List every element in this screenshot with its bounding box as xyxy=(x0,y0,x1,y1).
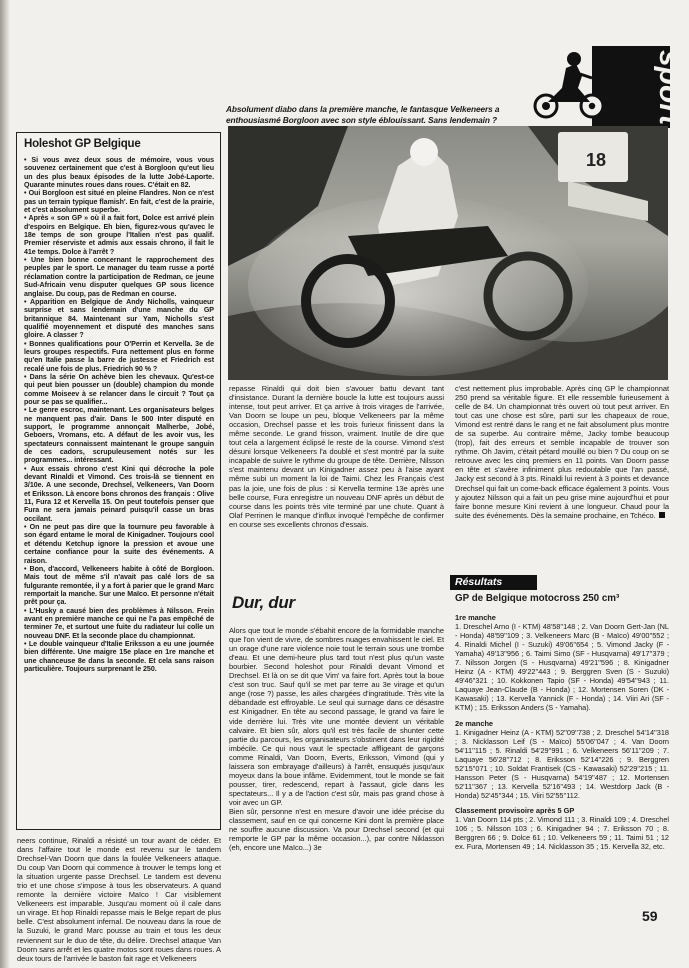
results-heading: 2e manche xyxy=(455,718,494,728)
sidebar-paragraph: • Si vous avez deux sous de mémoire, vous vous souvenez certainement que c'est à Borgloon qu'eut lieu un des plus beaux épisodes de la lutte Jobé-Laporte. Quarante minutes roues dans roues. C'était en 82. xyxy=(24,156,214,190)
results-title: GP de Belgique motocross 250 cm³ xyxy=(455,593,620,604)
bib-number: 18 xyxy=(586,150,607,170)
sidebar-paragraph: • Oui Borgloon est situé en pleine Flandres. Non ce n'est pas un terrain typique flamish'. En fait, c'est de la prairie, et c'est absolument superbe. xyxy=(24,189,214,215)
sidebar-paragraph: • On ne peut pas dire que la tournure peu favorable à son égard entame le moral de Kinigadner. Toujours cool et détendu Ketchup ignore la pression et avoue une certaine confiance pour la suite des événements. A raison. xyxy=(24,523,214,565)
results-heading: 1re manche xyxy=(455,613,496,622)
end-of-article-mark xyxy=(659,512,665,518)
results-text: 1. Dreschel Arno (I - KTM) 48'58''148 ; 2. Van Doorn Gert-Jan (NL - Honda) 48'59''109 ; 3. Velkeneers Marc (B - Maïco) 49'00''552 ; 4. Rinaldi Michel (I - Suzuki) 49'06''654 ; 5. Vimond Jacky (F - Yamaha) 49'13''956 ; 6. Taimi Simo (SF - Husqvarna) 49'17''379 ; 7. Nilsson Jorgen (S - Husqvarna) 49'21''596 ; 8. Kinigadner Heinz (A - KTM) 49'22''443 ; 9. Berggren Sven (S - Suzuki) 49'46''321 ; 10. Kokkonen Tapio (SF - Honda) 49'54''943 ; 11. Laquaye Jean-Claude (B - Honda) ; 12. Mortensen Soren (DK - Kawasaki) ; 13. Kervella Yannick (F - Honda) ; 14. Viiri Ari (SF - KTM) ; 15. Eriksson Anders (S - Yamaha). xyxy=(455,622,669,713)
article-column-2-top xyxy=(229,384,444,529)
results-block xyxy=(455,613,669,857)
article-text: c'est nettement plus improbable. Après cinq GP le championnat 250 prend sa véritable figure. Et elle ressemble furieusement à celle de 84. Un championnat très ouvert où tout peut arriver. En tout cas une chose est sûre, parti sur les chapeaux de roue, Vimond est rentré dans le rang et ne fait absolument plus montre de sa superbe. Au contraire même, Jacky tombe beaucoup (trop), fait des erreurs et semble incapable de trouver son rythme. Oh Javim, c'était pétard mouillé ou bien ? Du coup on se retrouve avec les cinq premiers en 11 points. Van Doorn passe en tête et s'avère infiniment plus redoutable que l'an passé, Jacky est second à 3 pts. Rinaldi lui revient à 3 points et devance Drechsel qui fait un come-back efficace également 3 points. Vous y ajoutez Nilsson qui a fait un peu grise mine aujourd'hui et pour faire bonne mesure Kini revient à une longueur. Chaud pour la suite des événements. Dès la semaine prochaine, en Tchéco. xyxy=(455,384,669,520)
sidebar-paragraph: • Bon, d'accord, Velkeneers habite à côté de Borgloon. Mais tout de même s'il n'avait pas calé lors de sa fulgurante remontée, il y a fort à parier que le grand Marc remportait la manche. Sur une Maïco. Et personne n'était prêt pour ça. xyxy=(24,564,214,607)
sidebar-paragraph: • Bonnes qualifications pour O'Perrin et Kervella. 3e de leurs groupes respectifs. Fura nettement plus en forme qu'en Italie passe la barre de justesse et Friedrich est recalé une fois de plus. Friedrich 90 % ? xyxy=(24,339,214,373)
page-number: 59 xyxy=(642,908,658,924)
sidebar-paragraph: • Aux essais chrono c'est Kini qui décroche la pole devant Rinaldi et Vimond. Ces trois-là se tiennent en 3/10e. A une seconde, Drechsel, Velkeneers, Van Doorn et Eriksson. Là encore bons chronos des français : Olive 11, Fura 12 et Kervella 15. On peut toutefois penser que Fura ne sera jamais peinard puisqu'il casse un bras occilant. xyxy=(24,464,214,523)
sidebar-paragraph: • Le double vainqueur d'Italie Eriksson a eu une journée bien différente. Une maigre 15e place en 1re manche et une chanceuse 8e dans la seconde. Et cela sans raison particulière. Toujours surprenant le 250. xyxy=(24,639,214,673)
sidebar-paragraph: • L'Husky a causé bien des problèmes à Nilsson. Frein avant en première manche ce qui ne l'a pas empêché de terminer 7e, et surtout une fuite du radiateur lui colle un nouveau DNF. Et la seconde place du championnat. xyxy=(24,606,214,640)
sport-logo-icon xyxy=(532,46,686,128)
sidebar-paragraph: • Une bien bonne concernant le rapprochement des peuples par le sport. Le manager du team russe a porté réclamation contre la participation de Redman, ce jeune Sud-Africain venu disputer quelques GP sous licence anglaise. Du coup, pas de Redman en course. xyxy=(24,256,214,298)
article-column-3 xyxy=(455,384,669,520)
svg-text:sport: sport xyxy=(653,50,686,125)
article-text: repasse Rinaldi qui doit bien s'avouer battu devant tant d'insistance. Durant la dernière boucle la lutte est toujours aussi intense, tout peut arriver. Et ça arrive à trois virages de l'arrivée, Van Doorn se loupe un peu, bloque Velkeneers par la même occasion, Drechsel passe et les trois furieux finissent dans la même seconde. Le grand frisson, vraiment. Inutile de dire que tout cela a largement éclipsé le reste de la course. Vimond s'est désuni lorsque Velkeneers l'a doublé et s'est montré par la suite incapable de suivre le rythme du groupe de tête. Derrière, Nilsson s'est maintenu devant un Kinigadner assez peu à l'aise ayant même subi un moment la loi de Taimi. Chez les Français c'est pas la joie, une fois de plus : si Kervella termine 13e après une belle course, Fura enregistre un nouveau DNF après un début de course dans les points très vite terminé par une chute. Quant à Olaf Perrinen le manque d'influx invoqué l'empêche de confirmer en course ses excellents chronos d'essais. xyxy=(229,384,444,529)
sidebar-paragraph: • Apparition en Belgique de Andy Nicholls, vainqueur surprise et sans lendemain d'une manche du GP britannique 84. Maintenant sur Yam, Nicholls s'est qualifié moyennement et disputé des manches sans gloire. A classer ? xyxy=(24,297,214,340)
results-tag: Résultats xyxy=(450,575,537,590)
sidebar-paragraph: • Après « son GP » où il a fait fort, Dolce est arrivé plein d'espoirs en Belgique. Eh bien, figurez-vous qu'avec le 18e temps de son groupe l'Italien n'est pas qualif. Premier réserviste et admis aux essais chrono, il fait le 41e temps. Dolce à l'arrêt ? xyxy=(24,214,214,256)
article-column-2-bottom xyxy=(229,617,444,861)
race-photo xyxy=(228,126,668,380)
article-text: Alors que tout le monde s'ébahit encore de la formidable manche que l'on vient de vivre, de sombres nuages envahissent le ciel. Et un orage d'une rare violence noie tout le terrain sous une trombe d'eau. Et une demi-heure plus tard tout n'est plus qu'un vaste bourbier. Second holeshot pour Rinaldi devant Vimond et Drechsel. Et là on se dit que Vim' va faire fort. Après tout la boue c'est son truc. Sauf qu'il se met par terre au 3e virage et qu'un ange (rose ?) passe, les ailes chargées d'ingratitude. Très vite la débandade est effroyable. Le seul qui surnage dans ce désastre est Kinigadner. En tête au second passage, le grand va faire le vide derrière lui. Très vite une montée devient un véritable calvaire. Et bien sûr, alors qu'il est très facile de shunter cette partie du parcours, les organisateurs s'obstinent dans leur rigidité imbécile. Ce qui nous vaut le spectacle affligeant de garçons comme Rinaldi, Van Doorn, Everts, Eriksson, Vimond (qui y laissera son embrayage d'ailleurs) à l'arrêt, ensuqués jusqu'aux moyeux dans la boue infâme. Evidemment, tout le monde se fait pousser, tirer, redescend, repart à l'assaut, gicle dans les spectateurs... Il y a de l'action c'est sûr, mais pas grand chose à voir avec un GP. Bien sûr, personne n'est en mesure d'avoir une idée précise du classement, sauf en ce qui concerne Kini dont la première place ne souffre aucune discussion. Va pour Drechsel second (et qui remporte le GP par la même occasion...), par contre Niklasson (eh, encore une Maïco...) 3e xyxy=(229,626,444,853)
sidebar-paragraph: • Le genre escroc, maintenant. Les organisateurs belges ne manquent pas d'air. Dans le 500 Inter disputé en support, le programme annonçait Malherbe, Jobé, Geboers, Vromans, etc. A défaut de les avoir vus, les spectateurs connaissent maintenant le groupe sanguin de ces cadors, scrupuleusement notés sur les programmes... intéressant. xyxy=(24,406,214,465)
results-text: 1. Kinigadner Heinz (A - KTM) 52''09''738 ; 2. Dreschel 54'14''318 ; 3. Nicklasson Leif (S - Maïco) 55'06''047 ; 4. Van Doorn 54'11''115 ; 5. Rinaldi 54'29''991 ; 6. Velkeneers 56'11''209 ; 7. Laquaye 56'28''712 ; 8. Eriksson 52'14''226 ; 9. Berggren 52'15''071 ; 10. Soldat Frantisek (CS - Kawasaki) 52'29''215 ; 11. Hansson Peter (S - Husqvarna) 54'19''487 ; 12. Mortensen 52'11''367 ; 13. Kervella 52'16''493 ; 14. Westdorp Jack (B - Honda) 52'45''344 ; 15. Viiri 52'55''112. xyxy=(455,727,669,800)
page-binding-shadow xyxy=(0,0,10,968)
results-text: 1. Van Doorn 114 pts ; 2. Vimond 111 ; 3. Rinaldi 109 ; 4. Dreschel 106 ; 5. Nilsson 103 ; 6. Kinigadner 94 ; 7. Eriksson 70 ; 8. Berggren 66 ; 9. Dolce 61 ; 10. Velkeneers 59 ; 11. Taimi 51 ; 12 ex. Fura, Mortensen 49 ; 14. Nicklasson 35 ; 15. Kervella 32, etc. xyxy=(455,814,669,852)
sidebar-paragraph: • Dans la série On achève bien les chevaux. Qu'est-ce qui peut bien pousser un (double) champion du monde comme Moiseev à se relancer dans le circuit ? Tout ça pour se pas se qualifier... xyxy=(24,372,214,406)
results-heading: Classement provisoire après 5 GP xyxy=(455,805,575,815)
photo-caption: Absolument diabo dans la première manche, le fantasque Velkeneers a enthousiasmé Borgloon avec son style éblouissant. Sans lendemain ? xyxy=(226,104,500,125)
subheading-dur-dur: Dur, dur xyxy=(232,593,295,612)
holeshot-sidebar xyxy=(16,132,221,830)
sidebar-paragraphs xyxy=(24,156,214,673)
sidebar-title: Holeshot GP Belgique xyxy=(24,138,141,150)
article-column-1 xyxy=(17,836,221,963)
article-text: neers continue, Rinaldi a résisté un tour avant de céder. Et dans l'affaire tout le monde est revenu sur le tandem Drechsel-Van Doorn que dans la foulée Velkeneers attaque. Du coup Van Doorn qui commence à trouver le temps long et la situation urgente passe Drechsel. Le tandem est devenu trio et une chose s'impose à tous les observateurs. A quand remonte la dernière victoire Maïco ! Car visiblement Velkeneers est imparable. Jusqu'au moment où il cale dans un virage. Et hop Rinaldi repasse mais le Belge repart de plus belle. C'est absolument infernal. De nouveau dans la roue de la Suzuki, le grand Marc pousse au train et tous les deux reviennent sur le duo de tête, du délire. Drechsel attaque Van Doorn sans arrêt et les quatre motos sont roues dans roues. A deux tours de l'arrivée le baston fait rage et Velkeneers xyxy=(17,836,221,963)
